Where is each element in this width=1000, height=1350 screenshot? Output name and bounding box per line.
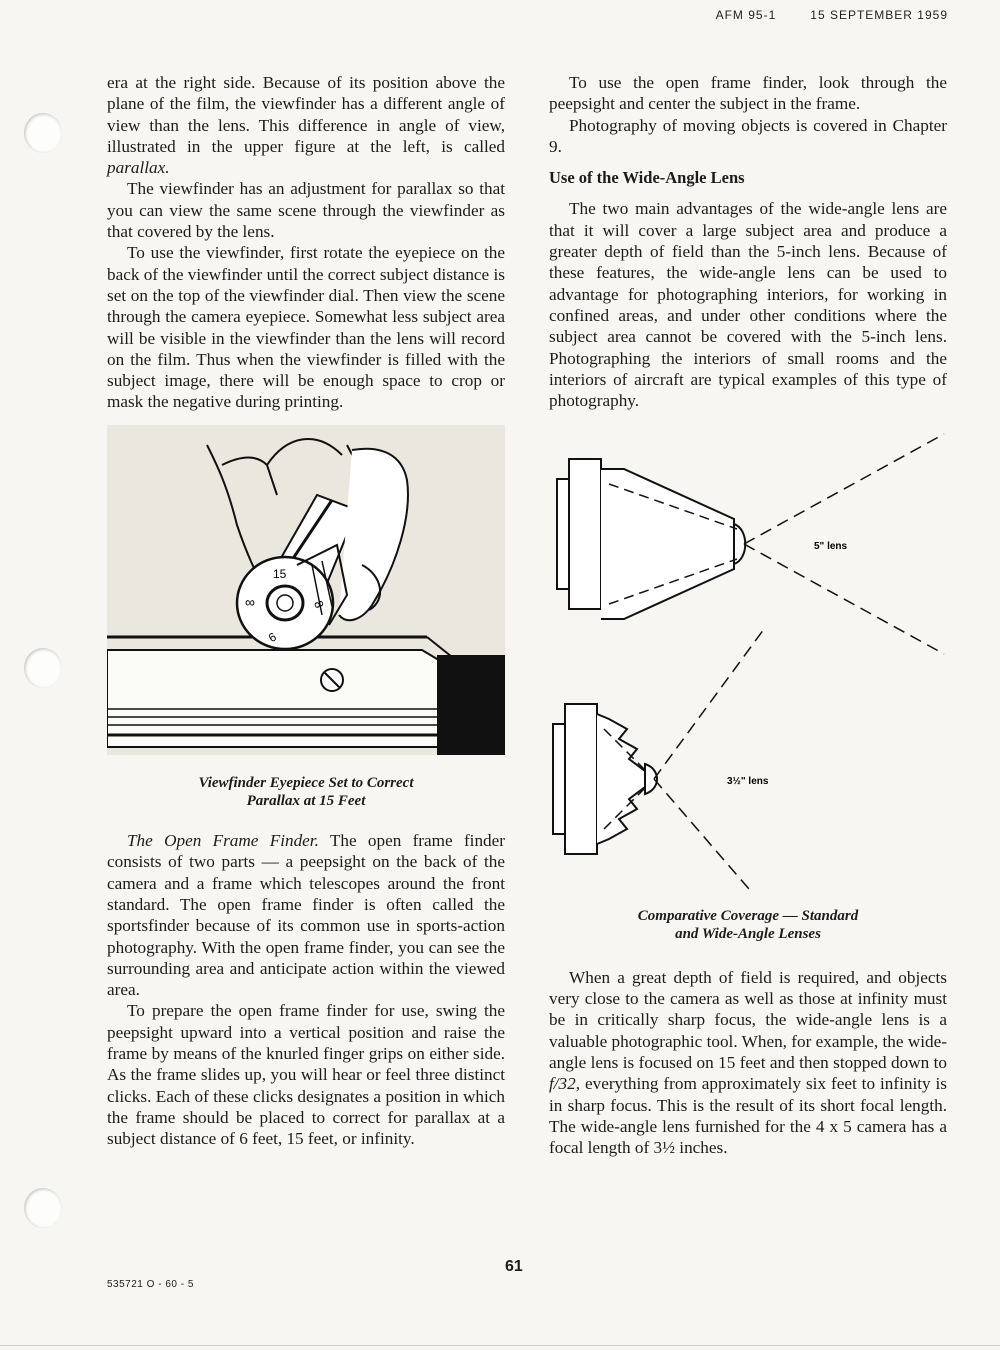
dial-label-15: 15 [273, 566, 287, 581]
punch-hole-middle [24, 648, 62, 688]
section-runin-heading: The Open Frame Finder. [127, 831, 319, 851]
manual-id: AFM 95-1 [715, 8, 777, 22]
right-column [549, 72, 947, 1158]
punch-hole-top [24, 113, 62, 153]
dial-label-6: 6 [266, 629, 279, 645]
figure-caption-viewfinder: Viewfinder Eyepiece Set to Correct Parallax at 15 Feet [198, 775, 414, 810]
paragraph: When a great depth of field is required, and objects very close to the camera as well as those at infinity must be in critically sharp focus, the wide-angle lens is a valuable photographic tool. When, for example, the wide-angle lens is focused on 15 feet and then stopped down to f/32, everything from approximately six feet to infinity is in sharp focus. This is the result of its short focal length. The wide-angle lens furnished for the 4 x 5 camera has a focal length of 3½ inches. [549, 967, 947, 1158]
header-date: 15 SEPTEMBER 1959 [810, 8, 948, 22]
lens-coverage-diagram [549, 429, 947, 899]
paragraph: To use the viewfinder, first rotate the eyepiece on the back of the viewfinder until the correct subject distance is set on the top of the viewfinder dial. Then view the scene through the camera eyepiece. Somewhat less subject area will be visible in the viewfinder than the lens will record on the film. Thus when the viewfinder is filled with the subject image, there will be enough space to crop or mask the negative during printing. [107, 243, 505, 412]
section-heading: Use of the Wide-Angle Lens [549, 168, 745, 188]
f-stop-value: f/32, [549, 1074, 581, 1094]
print-code: 535721 O - 60 - 5 [107, 1279, 194, 1290]
viewfinder-eyepiece-illustration [107, 425, 505, 755]
left-column [107, 72, 505, 1150]
dial-label-infinity: ∞ [245, 593, 255, 610]
page-number: 61 [505, 1258, 523, 1275]
viewfinder-figure [107, 425, 505, 810]
running-header [682, 8, 948, 22]
paragraph: The viewfinder has an adjustment for parallax so that you can view the same scene through the viewfinder as that covered by the lens. [107, 179, 505, 242]
figure-caption-coverage: Comparative Coverage — Standard and Wide-Angle Lenses [637, 907, 859, 942]
paragraph: The two main advantages of the wide-angle lens are that it will cover a large subject area and produce a greater depth of field than the 5-inch lens. Because of these features, the wide-angle lens can be used to advantage for photographing interiors, for working in confined areas, and under other conditions where the subject area cannot be covered with the 5-inch lens. Photographing the interiors of small rooms and the interiors of aircraft are typical examples of this type of photography. [549, 199, 947, 411]
lens-coverage-figure [549, 423, 947, 942]
paragraph: To use the open frame finder, look through the peepsight and center the subject in the frame. [549, 73, 947, 114]
dial-label-8: 8 [311, 598, 327, 610]
punch-hole-bottom [24, 1188, 62, 1228]
paragraph: To prepare the open frame finder for use, swing the peepsight upward into a vertical position and raise the frame by means of the knurled finger grips on either side. As the frame slides up, you will hear or feel three distinct clicks. Each of these clicks designates a position in which the frame should be placed to correct for parallax at a subject distance of 6 feet, 15 feet, or infinity. [107, 1001, 505, 1149]
parallax-term: parallax. [107, 158, 170, 178]
page-edge [0, 1345, 1000, 1346]
paragraph: The Open Frame Finder. The open frame finder consists of two parts — a peepsight on the back of the camera and a frame which telescopes around the front standard. The open frame finder is often called the sportsfinder because of its common use in sports-action photography. With the open frame finder, you can see the surrounding area and anticipate action within the viewed area. [107, 831, 505, 1000]
label-5-inch-lens: 5" lens [814, 541, 848, 553]
label-3-5-inch-lens: 3½" lens [727, 776, 769, 788]
paragraph: era at the right side. Because of its position above the plane of the film, the viewfinder has a different angle of view than the lens. This difference in angle of view, illustrated in the upper figure at the left, is called parallax. [107, 73, 505, 178]
paragraph: Photography of moving objects is covered in Chapter 9. [549, 115, 947, 156]
